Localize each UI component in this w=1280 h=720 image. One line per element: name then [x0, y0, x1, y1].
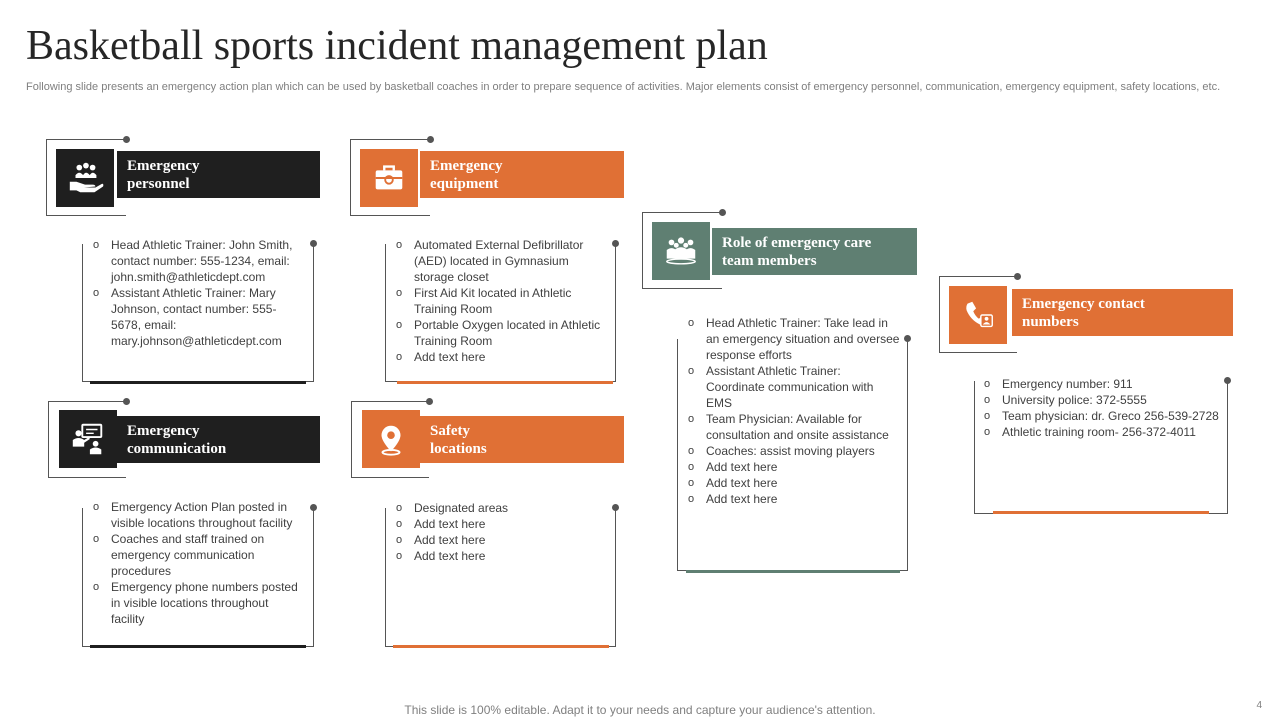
card-header: [117, 151, 320, 198]
helping-hand-people-icon: [56, 149, 114, 207]
list-item: o Portable Oxygen located in Athletic Training Room: [396, 317, 606, 349]
list-item: o Add text here: [688, 491, 900, 507]
slide-subtitle: Following slide presents an emergency action plan which can be used by basketball coaches in order to prepare sequence of activities. Major elements consist of emergency personnel, communication, emergency equipment, safety locations, etc.: [26, 81, 1221, 93]
list-item: o Add text here: [396, 516, 606, 532]
card-title: Role of emergency care team members: [722, 234, 872, 269]
card-bottom-bar: [993, 511, 1209, 514]
card-bottom-bar: [686, 570, 900, 573]
card-header: [1012, 289, 1233, 336]
slide-footer: This slide is 100% editable. Adapt it to your needs and capture your audience's attention.: [404, 703, 876, 717]
list-item: o Head Athletic Trainer: Take lead in an emergency situation and oversee response efforts: [688, 315, 900, 363]
list-item: o Assistant Athletic Trainer: Coordinate communication with EMS: [688, 363, 900, 411]
list-item: o Automated External Defibrillator (AED) located in Gymnasium storage closet: [396, 237, 606, 285]
phone-contact-icon: [949, 286, 1007, 344]
list-item: o Emergency phone numbers posted in visible locations throughout facility: [93, 579, 303, 627]
page-number: 4: [1256, 700, 1262, 711]
list-item: o Assistant Athletic Trainer: Mary Johnson, contact number: 555-5678, email: mary.johnson@athleticdept.com: [93, 285, 303, 349]
list-item: o University police: 372-5555: [984, 392, 1224, 408]
list-item: o Coaches and staff trained on emergency communication procedures: [93, 531, 303, 579]
list-item: o Add text here: [396, 532, 606, 548]
card-header: [420, 416, 624, 463]
list-item: o Head Athletic Trainer: John Smith, contact number: 555-1234, email: john.smith@athleticdept.com: [93, 237, 303, 285]
card-title: Emergency communication: [127, 422, 227, 457]
location-pin-icon: [362, 410, 420, 468]
card-title: Emergency contact numbers: [1022, 295, 1145, 330]
list-item: o Emergency Action Plan posted in visible locations throughout facility: [93, 499, 303, 531]
list-item: o Athletic training room- 256-372-4011: [984, 424, 1224, 440]
card-list: [93, 499, 303, 627]
card-header: [420, 151, 624, 198]
card-header: [712, 228, 917, 275]
list-item: o Designated areas: [396, 500, 606, 516]
card-bottom-bar: [393, 645, 609, 648]
card-title: Emergency equipment: [430, 157, 503, 192]
card-bottom-bar: [90, 645, 306, 648]
list-item: o Add text here: [688, 475, 900, 491]
card-bottom-bar: [397, 381, 613, 384]
first-aid-kit-icon: [360, 149, 418, 207]
list-item: o Coaches: assist moving players: [688, 443, 900, 459]
list-item: o Team physician: dr. Greco 256-539-2728: [984, 408, 1224, 424]
card-list: [984, 376, 1224, 440]
presentation-communication-icon: [59, 410, 117, 468]
list-item: o Emergency number: 911: [984, 376, 1224, 392]
card-list: [396, 237, 606, 365]
list-item: o Add text here: [688, 459, 900, 475]
list-item: o Team Physician: Available for consultation and onsite assistance: [688, 411, 900, 443]
card-title: Emergency personnel: [127, 157, 200, 192]
card-header: [117, 416, 320, 463]
slide-title: Basketball sports incident management plan: [26, 23, 768, 69]
list-item: o First Aid Kit located in Athletic Training Room: [396, 285, 606, 317]
list-item: o Add text here: [396, 548, 606, 564]
card-title: Safety locations: [430, 422, 487, 457]
team-group-icon: [652, 222, 710, 280]
card-list: [688, 315, 900, 507]
card-list: [396, 500, 606, 564]
card-bottom-bar: [90, 381, 306, 384]
card-list: [93, 237, 303, 349]
list-item: o Add text here: [396, 349, 606, 365]
